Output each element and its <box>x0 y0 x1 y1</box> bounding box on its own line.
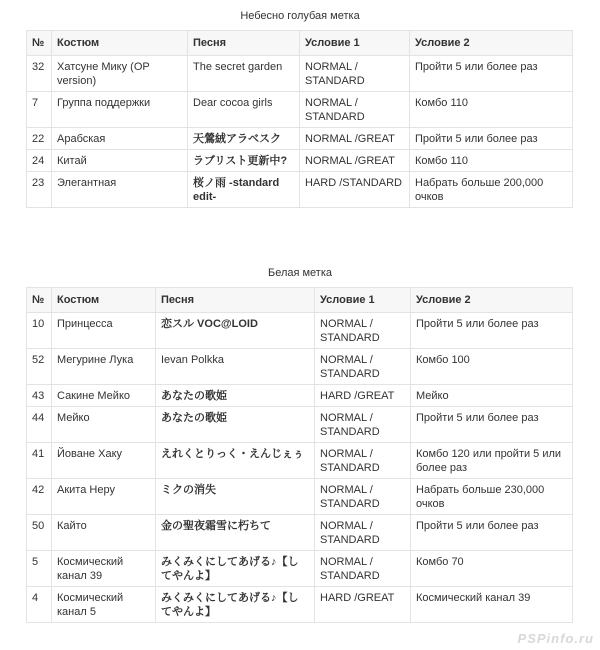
table-cell: 32 <box>27 56 52 92</box>
table-cell: Мейко <box>411 385 573 407</box>
column-header: Песня <box>188 31 300 56</box>
table-cell: 42 <box>27 479 52 515</box>
table-cell: 5 <box>27 551 52 587</box>
table2-header-row <box>27 288 573 313</box>
table-cell: NORMAL / STANDARD <box>315 313 411 349</box>
table-cell: 7 <box>27 92 52 128</box>
table-cell: Элегантная <box>52 172 188 208</box>
table-cell: 50 <box>27 515 52 551</box>
table-cell: Мегурине Лука <box>52 349 156 385</box>
table-cell: Кайто <box>52 515 156 551</box>
table-cell: Комбо 110 <box>410 150 573 172</box>
table-cell: Группа поддержки <box>52 92 188 128</box>
table-cell: Dear cocoa girls <box>188 92 300 128</box>
table-cell: ラブリスト更新中? <box>188 150 300 172</box>
column-header: № <box>27 288 52 313</box>
table-cell: Акита Неру <box>52 479 156 515</box>
table-cell: Пройти 5 или более раз <box>411 313 573 349</box>
table-cell: 恋スル VOC@LOID <box>156 313 315 349</box>
table-row <box>27 515 573 551</box>
column-header: Условие 1 <box>315 288 411 313</box>
table1-header-row <box>27 31 573 56</box>
table-row <box>27 385 573 407</box>
table-cell: あなたの歌姫 <box>156 385 315 407</box>
table-row <box>27 587 573 623</box>
column-header: Условие 2 <box>411 288 573 313</box>
table-cell: NORMAL / STANDARD <box>315 551 411 587</box>
table-cell: あなたの歌姫 <box>156 407 315 443</box>
table-cell: Ievan Polkka <box>156 349 315 385</box>
table-cell: Пройти 5 или более раз <box>410 56 573 92</box>
table-cell: Космический канал 39 <box>52 551 156 587</box>
table-cell: Комбо 110 <box>410 92 573 128</box>
table-cell: Йоване Хаку <box>52 443 156 479</box>
table1-body <box>27 56 573 208</box>
table-white-mark <box>26 287 573 623</box>
table-cell: Сакине Мейко <box>52 385 156 407</box>
table-cell: みくみくにしてあげる♪【してやんよ】 <box>156 587 315 623</box>
table-row <box>27 92 573 128</box>
table-cell: 桜ノ雨 -standard edit- <box>188 172 300 208</box>
table-cell: Космический канал 5 <box>52 587 156 623</box>
table1-caption: Небесно голубая метка <box>240 10 360 22</box>
table-cell: NORMAL / STANDARD <box>315 443 411 479</box>
table-row <box>27 443 573 479</box>
table-row <box>27 128 573 150</box>
table-cell: NORMAL / STANDARD <box>315 479 411 515</box>
table-cell: えれくとりっく・えんじぇぅ <box>156 443 315 479</box>
table-cell: Хатсуне Мику (OP version) <box>52 56 188 92</box>
table-cell: 52 <box>27 349 52 385</box>
table-cell: Набрать больше 200,000 очков <box>410 172 573 208</box>
table-cell: ミクの消失 <box>156 479 315 515</box>
table-row <box>27 150 573 172</box>
table-cell: NORMAL /GREAT <box>300 128 410 150</box>
table-cell: NORMAL / STANDARD <box>300 92 410 128</box>
table-cell: HARD /GREAT <box>315 385 411 407</box>
table-cell: Принцесса <box>52 313 156 349</box>
table-cell: NORMAL / STANDARD <box>315 407 411 443</box>
table-cell: 44 <box>27 407 52 443</box>
table-cell: 22 <box>27 128 52 150</box>
column-header: № <box>27 31 52 56</box>
table-cell: 41 <box>27 443 52 479</box>
table-row <box>27 56 573 92</box>
column-header: Костюм <box>52 288 156 313</box>
table-cell: 金の聖夜霜雪に朽ちて <box>156 515 315 551</box>
table-cell: Пройти 5 или более раз <box>411 515 573 551</box>
table-cell: HARD /STANDARD <box>300 172 410 208</box>
table-cell: 4 <box>27 587 52 623</box>
table-row <box>27 407 573 443</box>
table-cell: The secret garden <box>188 56 300 92</box>
table2-body <box>27 313 573 623</box>
table-cell: Комбо 70 <box>411 551 573 587</box>
table-cell: Комбо 100 <box>411 349 573 385</box>
table-cell: Арабская <box>52 128 188 150</box>
table-sky-blue-mark <box>26 30 573 208</box>
table2-caption: Белая метка <box>267 267 333 279</box>
table-cell: HARD /GREAT <box>315 587 411 623</box>
table-cell: 天鶯絨アラベスク <box>188 128 300 150</box>
column-header: Песня <box>156 288 315 313</box>
table-cell: 10 <box>27 313 52 349</box>
table-cell: NORMAL /GREAT <box>300 150 410 172</box>
table-row <box>27 349 573 385</box>
table-cell: 24 <box>27 150 52 172</box>
column-header: Костюм <box>52 31 188 56</box>
table-cell: Китай <box>52 150 188 172</box>
table-cell: みくみくにしてあげる♪【してやんよ】 <box>156 551 315 587</box>
table-cell: NORMAL / STANDARD <box>315 515 411 551</box>
table-cell: 23 <box>27 172 52 208</box>
table-cell: 43 <box>27 385 52 407</box>
table-cell: NORMAL / STANDARD <box>300 56 410 92</box>
table-cell: Пройти 5 или более раз <box>410 128 573 150</box>
table-row <box>27 172 573 208</box>
table-cell: Набрать больше 230,000 очков <box>411 479 573 515</box>
table-cell: Мейко <box>52 407 156 443</box>
column-header: Условие 2 <box>410 31 573 56</box>
table-cell: Пройти 5 или более раз <box>411 407 573 443</box>
table-cell: Космический канал 39 <box>411 587 573 623</box>
column-header: Условие 1 <box>300 31 410 56</box>
watermark: PSPinfo.ru <box>517 631 594 646</box>
table-cell: NORMAL / STANDARD <box>315 349 411 385</box>
table-row <box>27 313 573 349</box>
table-cell: Комбо 120 или пройти 5 или более раз <box>411 443 573 479</box>
table-row <box>27 551 573 587</box>
table-row <box>27 479 573 515</box>
